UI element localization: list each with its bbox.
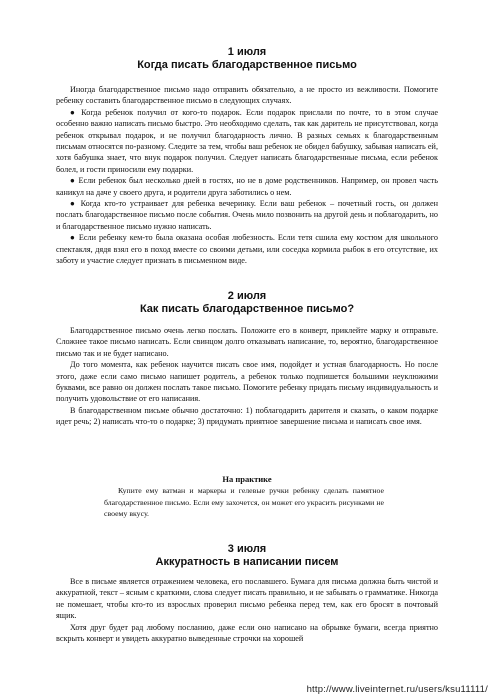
section-title: Аккуратность в написании писем [155,556,339,568]
paragraph: Хотя друг будет рад любому посланию, даже если оно написано на обрывке бумаги, всегда приятно вскрыть конверт и увидеть аккуратно выведенные строчки на хорошей [56,622,438,644]
section-date: 1 июля [227,46,267,58]
section-july-3 [0,543,494,569]
section-july-1-body [0,84,494,267]
section-date: 2 июля [227,290,267,302]
paragraph: ● Когда ребенок получил от кого-то подарок. Если подарок прислали по почте, то в этом случае особенно важно написать письмо быстро. Это необходимо сделать, так как даритель не присутствовал, когда ребенок открывал подарок, и не получил благодарность лично. В разных семьях к благодарственным письмам относятся по-разному. Следите за тем, чтобы ваш ребенок не обидел бабушку, забывая написать ей, хотя бабушка знает, что внук подарок получил. Следует написать благодарственные письма, если ребенок болел, и гости приносили ему подарки. [56,107,438,174]
section-july-1 [0,46,494,72]
paragraph: ● Если ребенок был несколько дней в гостях, но не в доме родственников. Например, он провел часть каникул на даче у своего друга, и родители друга заботились о нем. [56,176,438,197]
section-title: Когда писать благодарственное письмо [137,59,357,71]
section-july-2-body [0,325,494,428]
paragraph: Иногда благодарственное письмо надо отправить обязательно, а не просто из вежливости. Помогите ребенку составить благодарственное письмо в следующих случаях. [56,85,438,106]
source-url[interactable]: http://www.liveinternet.ru/users/ksu11111/ [306,684,488,695]
section-date: 3 июля [227,543,267,555]
section-july-3-body [0,576,494,644]
paragraph: Все в письме является отражением человека, его пославшего. Бумага для письма должна быть чистой и аккуратной, текст – ясным с краткими, слова следует писать правильно, и не забывать о грамматике. Никогда не помешает, чтобы кто-то из взрослых проверил письмо ребенка перед тем, как его бросят в почтовый ящик. [56,577,438,621]
practice-text: Купите ему ватман и маркеры и гелевые ручки ребенку сделать памятное благодарственное письмо. Если ему захочется, он может его украсить рисунками не своему вкусу. [104,486,384,518]
practice-box [0,474,494,520]
section-july-2 [0,290,494,316]
paragraph: ● Если ребенку кем-то была оказана особая любезность. Если тетя сшила ему костюм для школьного спектакля, дядя взял его в поход вместе со своими детьми, или соседка кормила рыбок в его отсутствие, их заботу и участие следует признать в письменном виде. [56,233,438,266]
paragraph: До того момента, как ребенок научится писать свое имя, подойдет и устная благодарность. Но после этого, даже если само письмо напишет родитель, а ребенок только подпишется большими неуклюжими буквами, все равно он должен послать такое письмо. Помогите ребенку придать письму индивидуальность и получить удовольствие от его написания. [56,360,438,404]
practice-title: На практике [222,474,272,484]
paragraph: ● Когда кто-то устраивает для ребенка вечеринку. Если ваш ребенок – почетный гость, он должен послать благодарственное письмо после события. Очень мило позвонить на другой день и поблагодарить, но и благодарственное письмо нужно написать. [56,199,438,231]
section-title: Как писать благодарственное письмо? [139,303,355,315]
paragraph: В благодарственном письме обычно достаточно: 1) поблагодарить дарителя и сказать, о каком подарке идет речь; 2) написать что-то о подарке; 3) придумать приятное завершение письма и написать свое имя. [56,405,438,427]
paragraph: Благодарственное письмо очень легко послать. Положите его в конверт, приклейте марку и отправьте. Сложнее такое письмо написать. Если свинцом долго отказывать написание, то, вероятно, благодарственное письмо так и не будет написано. [56,326,438,358]
